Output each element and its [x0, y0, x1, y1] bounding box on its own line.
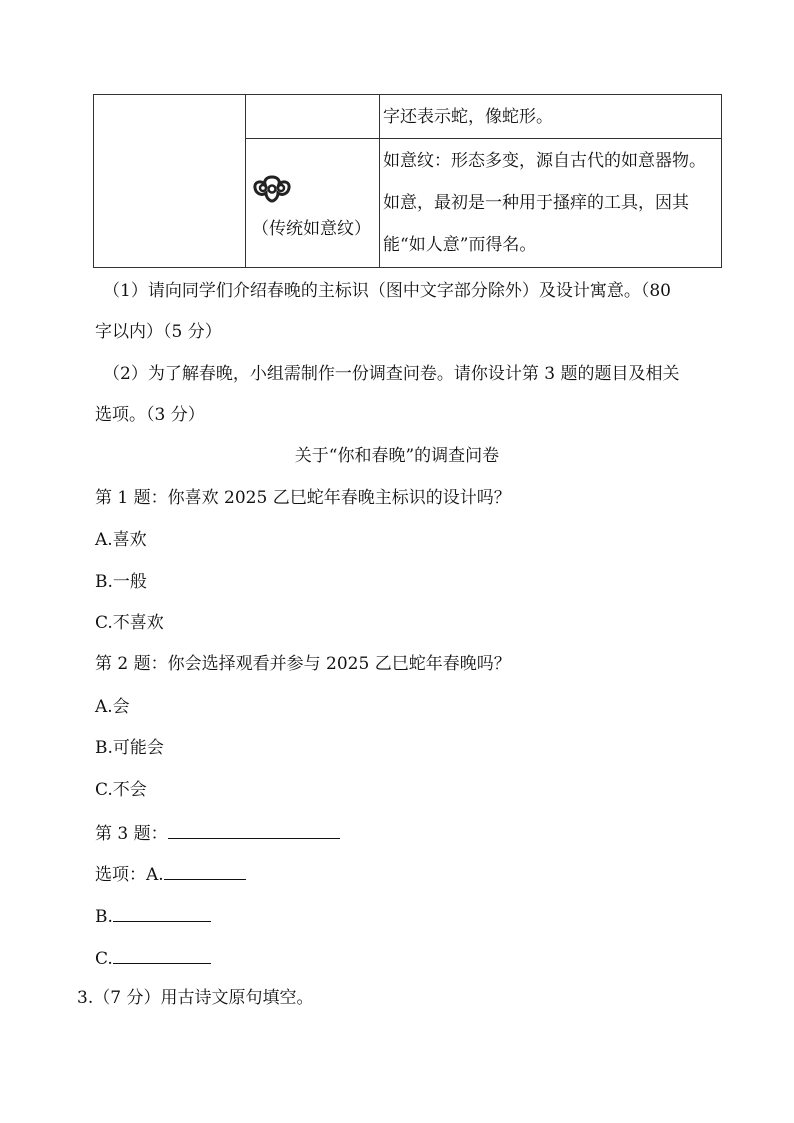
option-b-blank[interactable]	[113, 903, 211, 922]
question-3: 3.（7 分）用古诗文原句填空。	[77, 988, 314, 1008]
ruyi-desc-line1: 如意纹：形态多变，源自古代的如意器物。	[383, 151, 706, 172]
survey-q1-option-a: A.喜欢	[95, 530, 147, 550]
table-row	[94, 95, 722, 139]
table-cell	[380, 139, 722, 268]
survey-q3-option-b-row	[95, 903, 211, 929]
info-table	[93, 94, 722, 268]
survey-q3-options-row	[95, 861, 246, 887]
survey-title: 关于“你和春晚”的调查问卷	[294, 446, 500, 466]
sub-question-1-line1: （1）请向同学们介绍春晚的主标识（图中文字部分除外）及设计寓意。（80	[103, 281, 671, 301]
survey-q1: 第 1 题：你喜欢 2025 乙巳蛇年春晚主标识的设计吗？	[95, 488, 511, 508]
table-cell-empty	[246, 95, 380, 139]
survey-q3-row	[95, 820, 340, 846]
survey-q2-option-a: A.会	[95, 697, 130, 717]
option-a-blank[interactable]	[164, 861, 246, 880]
survey-q3-option-b-label: B.	[95, 907, 113, 927]
table-cell-empty	[94, 95, 246, 268]
q3-answer-blank[interactable]	[168, 820, 340, 839]
snake-description: 字还表示蛇，像蛇形。	[383, 106, 553, 127]
ruyi-label: （传统如意纹）	[252, 218, 371, 239]
option-c-blank[interactable]	[113, 945, 211, 964]
survey-q3-option-c-row	[95, 945, 211, 971]
sub-question-1-line2: 字以内）（5 分）	[95, 322, 222, 342]
ruyi-pattern-icon	[252, 174, 292, 204]
survey-q3-label: 第 3 题：	[95, 824, 168, 844]
survey-q2-option-b: B.可能会	[95, 738, 164, 758]
table-cell	[380, 95, 722, 139]
ruyi-cell	[246, 139, 380, 268]
survey-q3-options-label: 选项：A.	[95, 865, 164, 885]
survey-q1-option-c: C.不喜欢	[95, 613, 164, 633]
survey-q2-option-c: C.不会	[95, 780, 147, 800]
ruyi-desc-line2: 如意，最初是一种用于搔痒的工具，因其	[383, 193, 689, 214]
survey-q2: 第 2 题：你会选择观看并参与 2025 乙巳蛇年春晚吗？	[95, 654, 511, 674]
survey-q3-option-c-label: C.	[95, 949, 113, 969]
ruyi-desc-line3: 能“如人意”而得名。	[383, 235, 537, 256]
survey-q1-option-b: B.一般	[95, 572, 147, 592]
sub-question-2-line1: （2）为了解春晚，小组需制作一份调查问卷。请你设计第 3 题的题目及相关	[103, 364, 680, 384]
sub-question-2-line2: 选项。（3 分）	[95, 405, 205, 425]
